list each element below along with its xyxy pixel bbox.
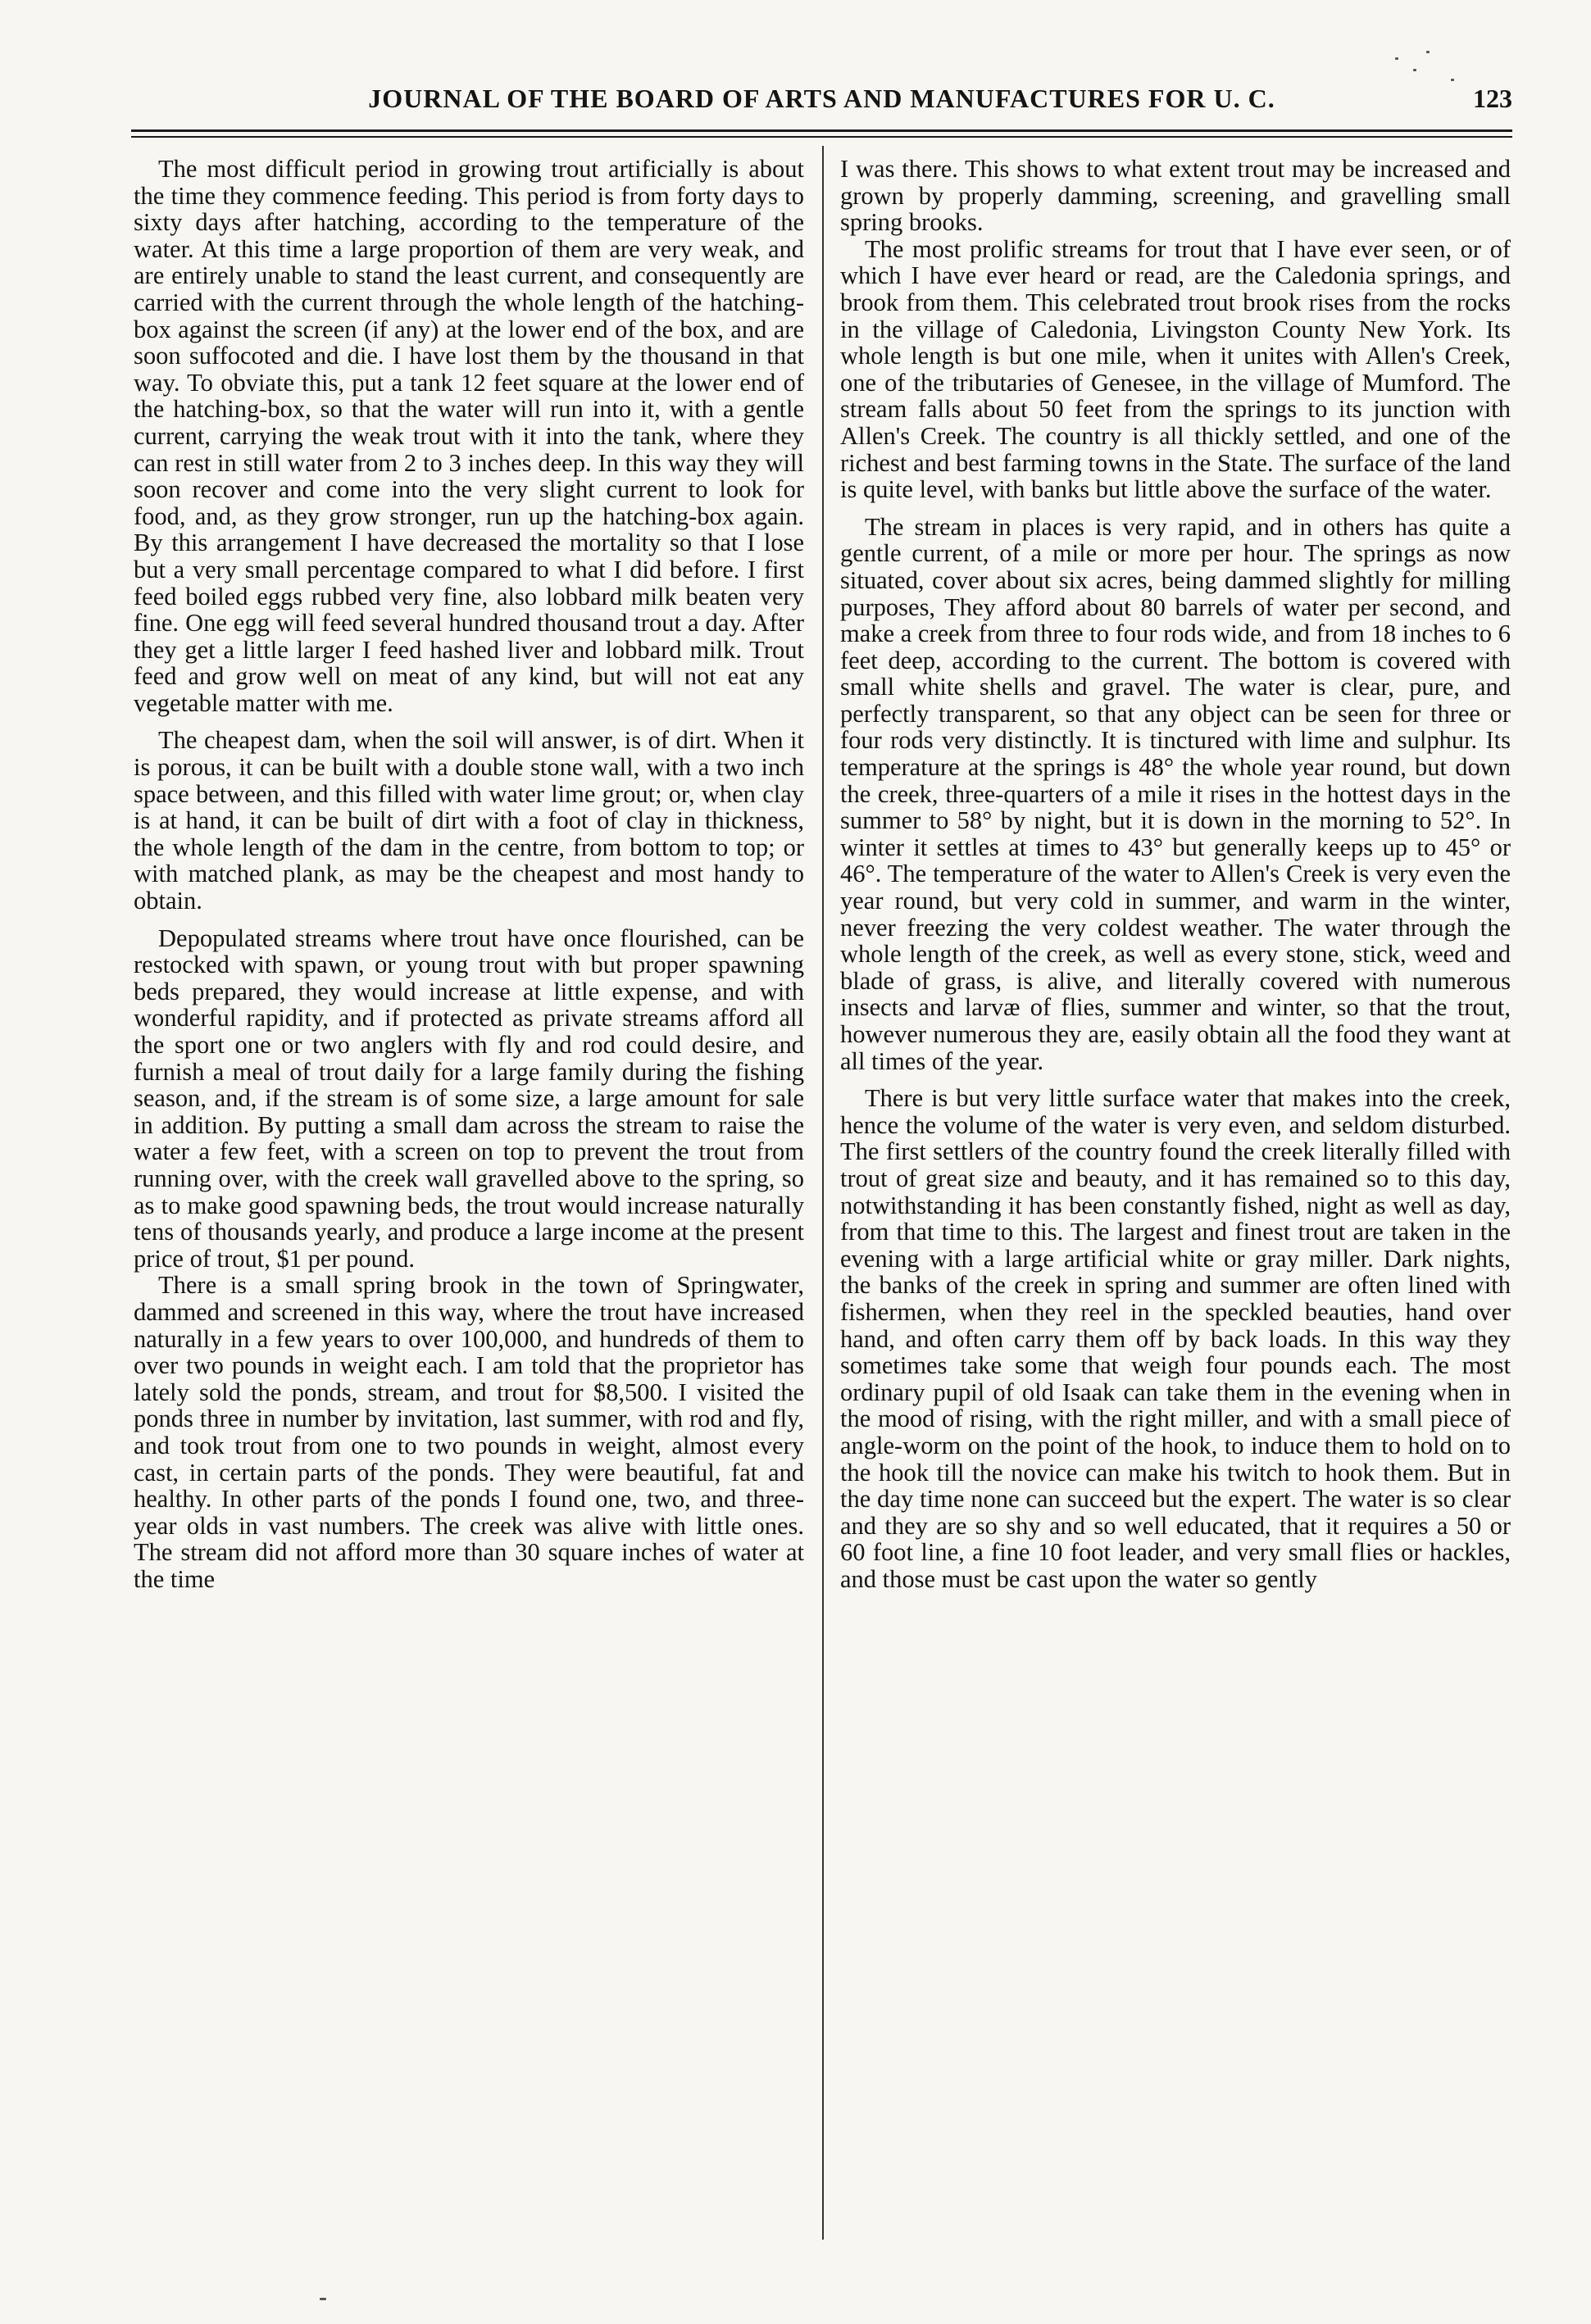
left-column — [134, 156, 804, 1603]
right-column — [840, 156, 1511, 1603]
running-title: JOURNAL OF THE BOARD OF ARTS AND MANUFACTURES FOR U. C. — [368, 84, 1275, 113]
print-speck — [320, 2298, 326, 2300]
paragraph-springwater-brook: There is a small spring brook in the town of Springwater, dammed and screened in this way, where the trout have increased naturally in a few years to over 100,000, and hundreds of them to over two pounds in weight each. I am told that the proprietor has lately sold the ponds, stream, and trout for $8,500. I visited the ponds three in number by invitation, last summer, with rod and fly, and took trout from one to two pounds in weight, almost every cast, in certain parts of the ponds. They were beautiful, fat and healthy. In other parts of the ponds I found one, two, and three-year olds in vast numbers. The creek was alive with little ones. The stream did not afford more than 30 square inches of water at the time — [134, 1271, 804, 1593]
print-speck — [1426, 51, 1430, 53]
column-divider — [822, 146, 824, 2240]
paragraph-continuation: I was there. This shows to what extent trout may be increased and grown by properly damming, screening, and gravelling small spring brooks. — [840, 155, 1511, 237]
print-speck — [1395, 57, 1398, 60]
paragraph-cheapest-dam: The cheapest dam, when the soil will answer, is of dirt. When it is porous, it can be built with a double stone wall, with a two inch space between, and this filled with water lime grout; or, when clay is at hand, it can be built of dirt with a foot of clay in thickness, the whole length of the dam in the centre, from bottom to top; or with matched plank, as may be the cheapest and most handy to obtain. — [134, 726, 804, 915]
print-speck — [1451, 79, 1454, 81]
header-rule-top — [131, 129, 1512, 132]
paragraph-depopulated-streams: Depopulated streams where trout have once flourished, can be restocked with spawn, or young trout with but proper spawning beds prepared, they would increase at little expense, and with wonderful rapidity, and if protected as private streams afford all the sport one or two anglers with fly and rod could desire, and furnish a meal of trout daily for a large family during the fishing season, and, if the stream is of some size, a large amount for sale in addition. By putting a small dam across the stream to raise the water a few feet, with a screen on top to prevent the trout from running over, with the creek wall gravelled above to the spring, so as to make good spawning beds, the trout would increase naturally tens of thousands yearly, and produce a large income at the present price of trout, $1 per pound. — [134, 924, 804, 1273]
paragraph-stream-rapids: The stream in places is very rapid, and in others has quite a gentle current, of a mile or more per hour. The springs as now situated, cover about six acres, being dammed slightly for milling purposes, They afford about 80 barrels of water per second, and make a creek from three to four rods wide, and from 18 inches to 6 feet deep, according to the current. The bottom is covered with small white shells and gravel. The water is clear, pure, and perfectly transparent, so that any object can be seen for three or four rods very distinctly. It is tinctured with lime and sulphur. Its temperature at the springs is 48° the whole year round, but down the creek, three-quarters of a mile it rises in the hottest days in the summer to 58° by night, but it is down in the morning to 52°. In winter it settles at times to 43° but generally keeps up to 45° or 46°. The temperature of the water to Allen's Creek is very even the year round, but very cold in summer, and warm in the winter, never freezing the very coldest weather. The water through the whole length of the creek, as well as every stone, stick, weed and blade of grass, is alive, and literally covered with numerous insects and larvæ of flies, summer and winter, so that the trout, however numerous they are, easily obtain all the food they want at all times of the year. — [840, 512, 1511, 1075]
page-number: 123 — [1473, 84, 1512, 113]
paragraph-surface-water: There is but very little surface water that makes into the creek, hence the volume of the water is very even, and seldom disturbed. The first settlers of the country found the creek literally filled with trout of great size and beauty, and it has remained so to this day, notwithstanding it has been constantly fished, night as well as day, from that time to this. The largest and finest trout are taken in the evening with a large artificial white or gray miller. Dark nights, the banks of the creek in spring and summer are often lined with fishermen, when they reel in the speckled beauties, hand over hand, and often carry them off by back loads. In this way they sometimes take some that weigh four pounds each. The most ordinary pupil of old Isaak can take them in the evening when in the mood of rising, with the right miller, and with a small piece of angle-worm on the point of the hook, to induce them to hold on to the hook till the novice can make his twitch to hook them. But in the day time none can succeed but the expert. The water is so clear and they are so shy and so well educated, that it requires a 50 or 60 foot line, a fine 10 foot leader, and very small flies or hackles, and those must be cast upon the water so gently — [840, 1084, 1511, 1593]
paragraph-trout-feeding: The most difficult period in growing trout artificially is about the time they commence feeding. This period is from forty days to sixty days after hatching, according to the temperature of the water. At this time a large proportion of them are very weak, and are entirely unable to stand the least current, and consequently are carried with the current through the whole length of the hatching-box against the screen (if any) at the lower end of the box, and are soon suffocoted and die. I have lost them by the thousand in that way. To obviate this, put a tank 12 feet square at the lower end of the hatching-box, so that the water will run into it, with a gentle current, carrying the weak trout with it into the tank, where they can rest in still water from 2 to 3 inches deep. In this way they will soon recover and come into the very slight current to look for food, and, as they grow stronger, run up the hatching-box again. By this arrangement I have decreased the mortality so that I lose but a very small percentage compared to what I did before. I first feed boiled eggs rubbed very fine, also lobbard milk beaten very fine. One egg will feed several hundred thousand trout a day. After they get a little larger I feed hashed liver and lobbard milk. Trout feed and grow well on meat of any kind, but will not eat any vegetable matter with me. — [134, 155, 804, 717]
print-speck — [1413, 69, 1416, 71]
page-header — [131, 80, 1512, 121]
paragraph-caledonia-springs: The most prolific streams for trout that I have ever seen, or of which I have ever heard or read, are the Caledonia springs, and brook from them. This celebrated trout brook rises from the rocks in the village of Caledonia, Livingston County New York. Its whole length is but one mile, when it unites with Allen's Creek, one of the tributaries of Genesee, in the village of Mumford. The stream falls about 50 feet from the springs to its junction with Allen's Creek. The country is all thickly settled, and one of the richest and best farming towns in the State. The surface of the land is quite level, with banks but little above the surface of the water. — [840, 234, 1511, 504]
header-rule-bottom — [131, 136, 1512, 138]
